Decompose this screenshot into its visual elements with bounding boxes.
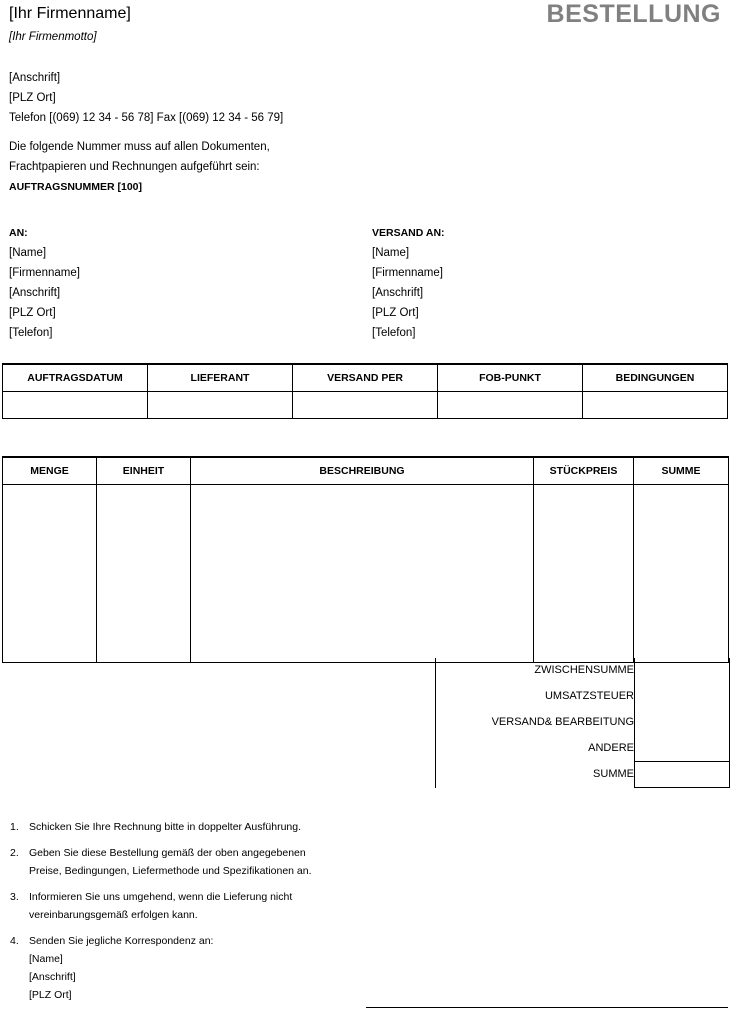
note-number: 3. xyxy=(10,891,19,903)
items-table xyxy=(2,456,729,663)
note-line: Senden Sie jegliche Korrespondenz an: xyxy=(29,935,214,947)
note-item xyxy=(10,888,312,924)
shipping-label: VERSAND& BEARBEITUNG xyxy=(491,716,634,728)
sender-block xyxy=(9,68,283,128)
to-phone: [Telefon] xyxy=(9,327,53,339)
to-city: [PLZ Ort] xyxy=(9,307,56,319)
order-info-table xyxy=(2,363,728,419)
note-number: 2. xyxy=(10,847,19,859)
sender-city: [PLZ Ort] xyxy=(9,92,56,104)
sender-phone-fax: Telefon [(069) 12 34 - 56 78] Fax [(069) 12 34 - 56 79] xyxy=(9,112,284,124)
totals-block xyxy=(435,658,729,788)
ship-to-city: [PLZ Ort] xyxy=(372,307,419,319)
header-fob-point: FOB-PUNKT xyxy=(438,364,583,392)
company-motto: [Ihr Firmenmotto] xyxy=(9,31,97,43)
document-title: BESTELLUNG xyxy=(546,0,721,28)
to-name: [Name] xyxy=(9,247,47,259)
notice-block xyxy=(9,137,270,197)
subtotals-value-box[interactable] xyxy=(634,658,730,761)
header-unit-price: STÜCKPREIS xyxy=(534,457,634,485)
ship-to-label: VERSAND AN: xyxy=(372,227,445,239)
total-label: SUMME xyxy=(593,768,634,780)
header-ship-via: VERSAND PER xyxy=(293,364,438,392)
note-number: 4. xyxy=(10,935,19,947)
note-number: 1. xyxy=(10,821,19,833)
header-unit: EINHEIT xyxy=(97,457,191,485)
ship-via-cell[interactable] xyxy=(293,392,438,419)
notice-line-1: Die folgende Nummer muss auf allen Dokumenten, xyxy=(9,141,270,153)
note-line: [Name] xyxy=(29,953,63,965)
note-line: [Anschrift] xyxy=(29,971,76,983)
supplier-cell[interactable] xyxy=(148,392,293,419)
notes-list xyxy=(10,818,312,1012)
to-block xyxy=(9,223,80,343)
line-total-cell[interactable] xyxy=(634,485,729,663)
ship-to-name: [Name] xyxy=(372,247,410,259)
header-quantity: MENGE xyxy=(3,457,97,485)
note-line: Preise, Bedingungen, Liefermethode und Spezifikationen an. xyxy=(29,865,312,877)
total-value-box[interactable] xyxy=(634,761,730,788)
ship-to-company: [Firmenname] xyxy=(372,267,443,279)
header-line-total: SUMME xyxy=(634,457,729,485)
note-line: Schicken Sie Ihre Rechnung bitte in doppelter Ausführung. xyxy=(29,821,302,833)
note-item xyxy=(10,844,312,880)
signature-line xyxy=(366,1007,728,1008)
to-company: [Firmenname] xyxy=(9,267,80,279)
order-number: AUFTRAGSNUMMER [100] xyxy=(9,181,143,193)
note-line: Geben Sie diese Bestellung gemäß der oben angegebenen xyxy=(29,847,306,859)
note-item xyxy=(10,818,312,836)
header-terms: BEDINGUNGEN xyxy=(583,364,728,392)
note-line: Informieren Sie uns umgehend, wenn die Lieferung nicht xyxy=(29,891,293,903)
note-line: [PLZ Ort] xyxy=(29,989,72,1001)
ship-to-address: [Anschrift] xyxy=(372,287,424,299)
header-supplier: LIEFERANT xyxy=(148,364,293,392)
note-line: vereinbarungsgemäß erfolgen kann. xyxy=(29,909,198,921)
fob-point-cell[interactable] xyxy=(438,392,583,419)
notice-line-2: Frachtpapieren und Rechnungen aufgeführt sein: xyxy=(9,161,260,173)
header-description: BESCHREIBUNG xyxy=(191,457,534,485)
terms-cell[interactable] xyxy=(583,392,728,419)
unit-cell[interactable] xyxy=(97,485,191,663)
to-address: [Anschrift] xyxy=(9,287,61,299)
tax-label: UMSATZSTEUER xyxy=(544,690,634,702)
other-label: ANDERE xyxy=(588,742,634,754)
unit-price-cell[interactable] xyxy=(534,485,634,663)
sender-address: [Anschrift] xyxy=(9,72,61,84)
note-item xyxy=(10,932,312,1004)
description-cell[interactable] xyxy=(191,485,534,663)
header-order-date: AUFTRAGSDATUM xyxy=(3,364,148,392)
order-date-cell[interactable] xyxy=(3,392,148,419)
ship-to-phone: [Telefon] xyxy=(372,327,416,339)
ship-to-block xyxy=(372,223,445,343)
subtotal-label: ZWISCHENSUMME xyxy=(534,664,634,676)
to-label: AN: xyxy=(9,227,28,239)
company-name: [Ihr Firmenname] xyxy=(9,5,131,22)
quantity-cell[interactable] xyxy=(3,485,97,663)
